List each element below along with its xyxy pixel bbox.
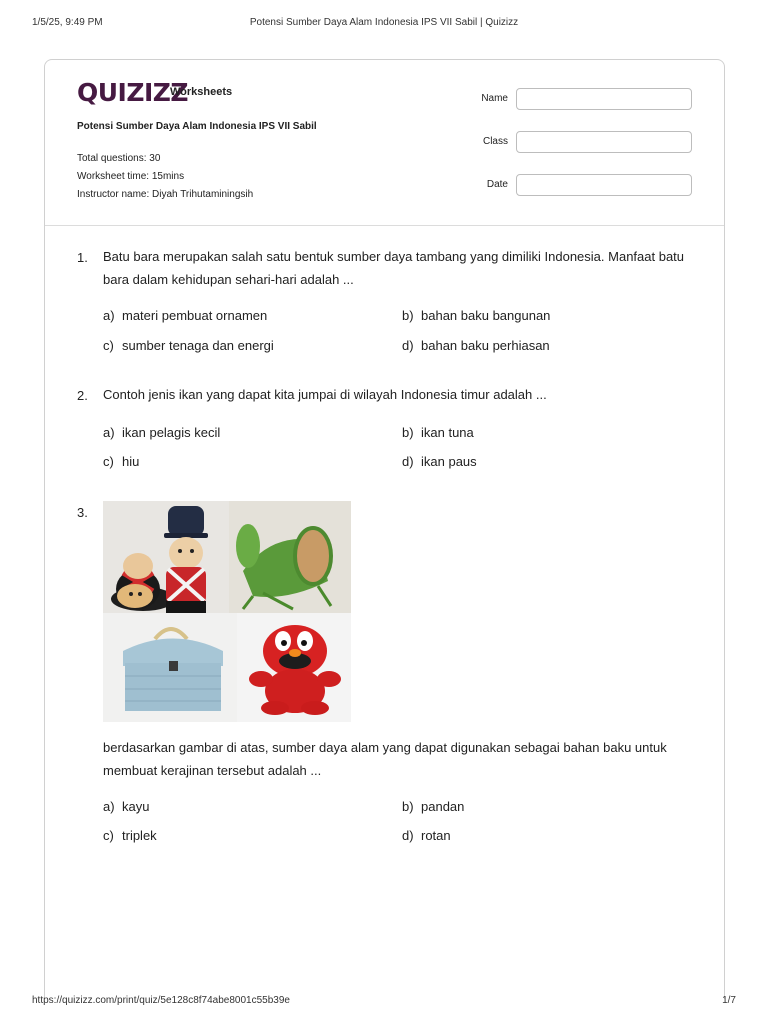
- option-d: [402, 454, 477, 469]
- option-label: c): [103, 338, 114, 353]
- option-text: triplek: [122, 828, 157, 843]
- instructor-name: Instructor name: Diyah Trihutaminingsih: [77, 189, 254, 200]
- worksheet-time: Worksheet time: 15mins: [77, 171, 185, 182]
- option-a: [103, 308, 267, 323]
- print-title: Potensi Sumber Daya Alam Indonesia IPS VII Sabil | Quizizz: [249, 17, 519, 28]
- option-d: [402, 338, 550, 353]
- worksheet-header: [45, 60, 724, 226]
- total-questions: Total questions: 30: [77, 153, 161, 164]
- quiz-title: Potensi Sumber Daya Alam Indonesia IPS VII Sabil: [77, 121, 317, 132]
- date-label: Date: [486, 179, 508, 190]
- question-number: 1.: [77, 250, 88, 265]
- option-label: c): [103, 454, 114, 469]
- question-text: Contoh jenis ikan yang dapat kita jumpai di wilayah Indonesia timur adalah ...: [103, 387, 547, 402]
- class-field[interactable]: [516, 131, 692, 153]
- option-text: ikan paus: [421, 454, 477, 469]
- option-text: materi pembuat ornamen: [122, 308, 268, 323]
- option-text: bahan baku bangunan: [421, 308, 551, 323]
- question-text: berdasarkan gambar di atas, sumber daya alam yang dapat digunakan sebagai bahan baku untuk membuat kerajinan tersebut adalah ...: [103, 740, 667, 778]
- class-label: Class: [482, 136, 508, 147]
- option-label: a): [103, 308, 115, 323]
- option-label: c): [103, 828, 114, 843]
- option-label: d): [402, 828, 414, 843]
- name-field[interactable]: [516, 88, 692, 110]
- option-text: bahan baku perhiasan: [421, 338, 550, 353]
- date-field[interactable]: [516, 174, 692, 196]
- option-text: kayu: [122, 799, 150, 814]
- quizizz-logo: QUIZIZZ: [77, 78, 189, 107]
- option-a: [103, 425, 220, 440]
- logo-subtitle: Worksheets: [170, 86, 233, 98]
- option-label: b): [402, 799, 414, 814]
- option-label: a): [103, 425, 115, 440]
- option-text: hiu: [122, 454, 140, 469]
- option-label: b): [402, 425, 414, 440]
- crafts-collage: [103, 501, 351, 722]
- option-c: [103, 454, 139, 469]
- option-a: [103, 799, 149, 814]
- print-header: [32, 17, 736, 31]
- option-d: [402, 828, 451, 843]
- print-footer: [32, 995, 736, 1006]
- option-text: ikan tuna: [421, 425, 474, 440]
- name-label: Name: [481, 93, 508, 104]
- option-text: rotan: [421, 828, 451, 843]
- option-label: d): [402, 338, 414, 353]
- question-number: 2.: [77, 388, 88, 403]
- print-datetime: 1/5/25, 9:49 PM: [32, 17, 103, 28]
- page-number: 1/7: [722, 995, 736, 1006]
- option-c: [103, 828, 157, 843]
- option-label: d): [402, 454, 414, 469]
- crafts-image: [103, 501, 351, 722]
- option-text: pandan: [421, 799, 465, 814]
- option-label: a): [103, 799, 115, 814]
- option-b: [402, 425, 474, 440]
- option-text: ikan pelagis kecil: [122, 425, 221, 440]
- option-label: b): [402, 308, 414, 323]
- option-c: [103, 338, 274, 353]
- option-b: [402, 799, 464, 814]
- worksheet: [44, 59, 725, 999]
- option-b: [402, 308, 550, 323]
- question-number: 3.: [77, 505, 88, 520]
- option-text: sumber tenaga dan energi: [122, 338, 274, 353]
- print-url[interactable]: https://quizizz.com/print/quiz/5e128c8f74abe8001c55b39e: [32, 995, 290, 1006]
- question-text: Batu bara merupakan salah satu bentuk sumber daya tambang yang dimiliki Indonesia. Manfaat batu bara dalam kehidupan sehari-hari adalah ...: [103, 249, 685, 287]
